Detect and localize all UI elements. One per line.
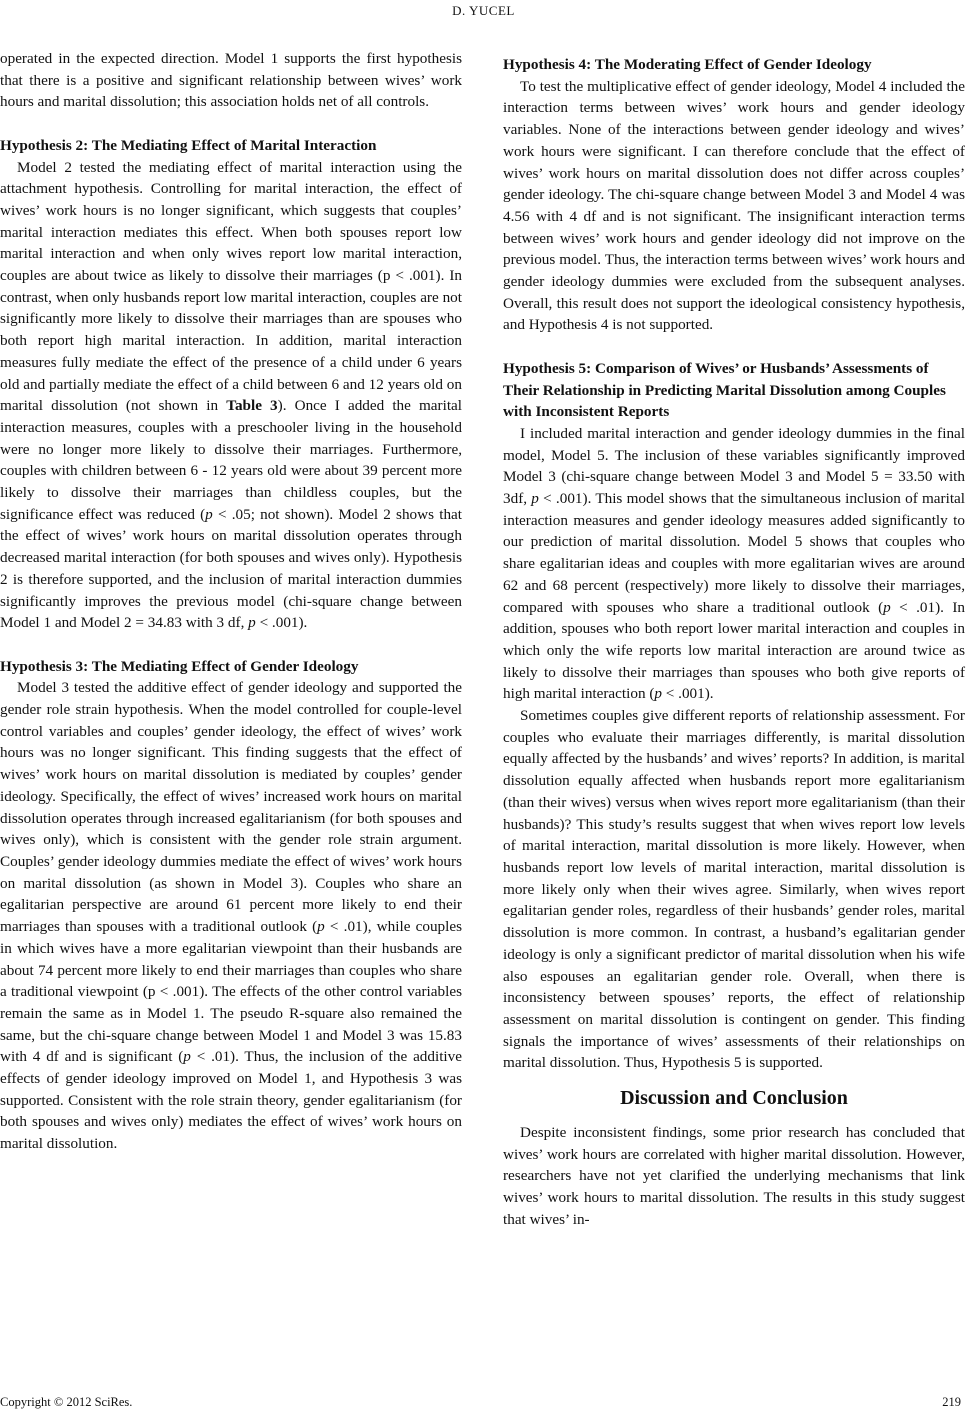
section-title: Discussion and Conclusion [620, 1087, 848, 1110]
paragraph-hypothesis-2: Model 2 tested the mediating effect of marital interaction using the attachment hypothesis. Controlling for marital interaction, the effect of wives’ work hours is no longer significant, which suggests that couples’ marital interaction mediates this effect. When both spouses report low marital interaction and when only wives report low marital interaction, couples are about twice as likely to dissolve their marriages (p < .001). In contrast, when only husbands report low marital interaction, couples are not significantly more likely to dissolve their marriages than are spouses who both report high marital interaction. In addition, marital interaction measures fully mediate the effect of the presence of a child under 6 years old and partially mediate the effect of a child between 6 and 12 years old on marital dissolution (not shown in Table 3). Once I added the marital interaction measures, couples with a preschooler living in the household were no longer more likely to dissolve their marriages. Furthermore, couples with children between 6 - 12 years old were about 39 percent more likely to dissolve their marriages than childless couples, but the significance effect was reduced (p < .05; not shown). Model 2 shows that the effect of wives’ work hours on marital dissolution operates through decreased marital interaction (for both spouses and wives only). Hypothesis 2 is therefore supported, and the inclusion of marital interaction dummies significantly improves the previous model (chi-square change between Model 1 and Model 2 = 34.83 with 3 df, p < .001). [0, 158, 463, 632]
paragraph-hypothesis-3: Model 3 tested the additive effect of gender ideology and supported the gender role strain hypothesis. When the model controlled for couple-level control variables and couples’ gender ideology, the effect of wives’ work hours was no longer significant. This finding suggests that the effect of wives’ work hours on marital dissolution is mediated by couples’ gender ideology. Specifically, the effect of wives’ increased work hours on marital dissolution operates through increased egalitarianism (for both spouses and wives only), which is consistent with the gender role strain argument. Couples’ gender ideology dummies mediate the effect of wives’ work hours on marital dissolution (as shown in Model 3). Couples who share an egalitarian perspective are around 61 percent more likely to end their marriages than spouses with a traditional outlook (p < .01), while couples in which wives have a more egalitarian viewpoint than their husbands are about 74 percent more likely to end their marriages than couples who share a traditional viewpoint (p < .001). The effects of the other control variables remain the same as in Model 1. The pseudo R-square also remained the same, but the chi-square change between Model 1 and Model 3 was 15.83 with 4 df and is significant (p < .01). Thus, the inclusion of the additive effects of gender ideology improved on Model 1, and Hypothesis 3 was supported. Consistent with the role strain theory, gender egalitarianism (for both spouses and wives only) mediates the effect of wives’ work hours on marital dissolution. [0, 679, 462, 1153]
left-column [0, 48, 462, 1155]
page-footer [0, 1393, 967, 1411]
right-column [503, 54, 965, 1231]
running-header: D. YUCEL [452, 3, 515, 18]
heading-hypothesis-3: Hypothesis 3: The Mediating Effect of Gender Ideology [0, 657, 359, 675]
heading-hypothesis-5: Hypothesis 5: Comparison of Wives’ or Husbands’ Assessments of Their Relationship in Predicting Marital Dissolution among Couples with Inconsistent Reports [503, 359, 946, 421]
paragraph-intro: operated in the expected direction. Model 1 supports the first hypothesis that there is a positive and significant relationship between wives’ work hours and marital dissolution; this association holds net of all controls. [0, 50, 462, 111]
page-number: 219 [942, 1395, 961, 1409]
table-reference: Table 3 [226, 397, 278, 415]
heading-hypothesis-2: Hypothesis 2: The Mediating Effect of Marital Interaction [0, 136, 377, 154]
paragraph-discussion: Despite inconsistent findings, some prior research has concluded that wives’ work hours are correlated with higher marital dissolution. However, researchers have not yet clarified the underlying mechanisms that link wives’ work hours to marital dissolution. The results in this study suggest that wives’ in- [503, 1124, 965, 1228]
paragraph-hypothesis-5-a: I included marital interaction and gender ideology dummies in the final model, Model 5. The inclusion of these variables significantly improved Model 3 (chi-square change between Model 3 and Model 5 = 33.50 with 3df, p < .001). This model shows that the simultaneous inclusion of marital interaction measures and gender ideology measures added significantly to our prediction of marital dissolution. Model 5 shows that couples who share egalitarian ideas and couples with more egalitarian wives are around 62 and 68 percent (respectively) more likely to dissolve their marriages, compared with spouses who share a traditional outlook (p < .01). In addition, spouses who both report lower marital interaction and couples in which only the wife reports low marital interaction are around twice as likely to dissolve their marriages than spouses who both give reports of high marital interaction (p < .001). [503, 424, 966, 703]
heading-hypothesis-4: Hypothesis 4: The Moderating Effect of Gender Ideology [503, 56, 872, 73]
paragraph-hypothesis-4: To test the multiplicative effect of gender ideology, Model 4 included the interaction terms between wives’ work hours and gender ideology variables. None of the interactions between gender ideology and wives’ work hours were significant. I can therefore conclude that the effect of wives’ work hours on marital dissolution does not differ across couples’ gender ideology. The chi-square change between Model 3 and Model 4 was 4.56 with 4 df and is not significant. The insignificant interaction terms between wives’ work hours and gender ideology did not improve on the previous model. Thus, the interaction terms between wives’ work hours and gender ideology dummies were excluded from the subsequent analyses. Overall, this result does not support the ideological consistency hypothesis, and Hypothesis 4 is not supported. [503, 77, 965, 334]
copyright-notice: Copyright © 2012 SciRes. [0, 1395, 133, 1409]
paragraph-hypothesis-5-b: Sometimes couples give different reports of relationship assessment. For couples who evaluate their marriages differently, is marital dissolution equally affected by the husbands’ and wives’ reports? In addition, is marital dissolution equally affected when husbands report more egalitarianism (than their wives) versus when wives report more egalitarianism (than their husbands)? This study’s results suggest that when wives report low levels of marital interaction, marital dissolution is more likely. However, when husbands report low levels of marital interaction, marital dissolution is more likely only when their wives agree. Similarly, when wives report egalitarian gender roles, regardless of their husbands’ gender roles, marital dissolution is more common. In contrast, a husband’s egalitarian gender ideology is only a significant predictor of marital dissolution when his wife also espouses an egalitarian gender role. Overall, when there is inconsistency between spouses’ reports, the effect of relationship assessment on marital dissolution is contingent on gender. This finding signals the importance of wives’ assessments of their relationships on marital dissolution. Thus, Hypothesis 5 is supported. [503, 707, 965, 1072]
